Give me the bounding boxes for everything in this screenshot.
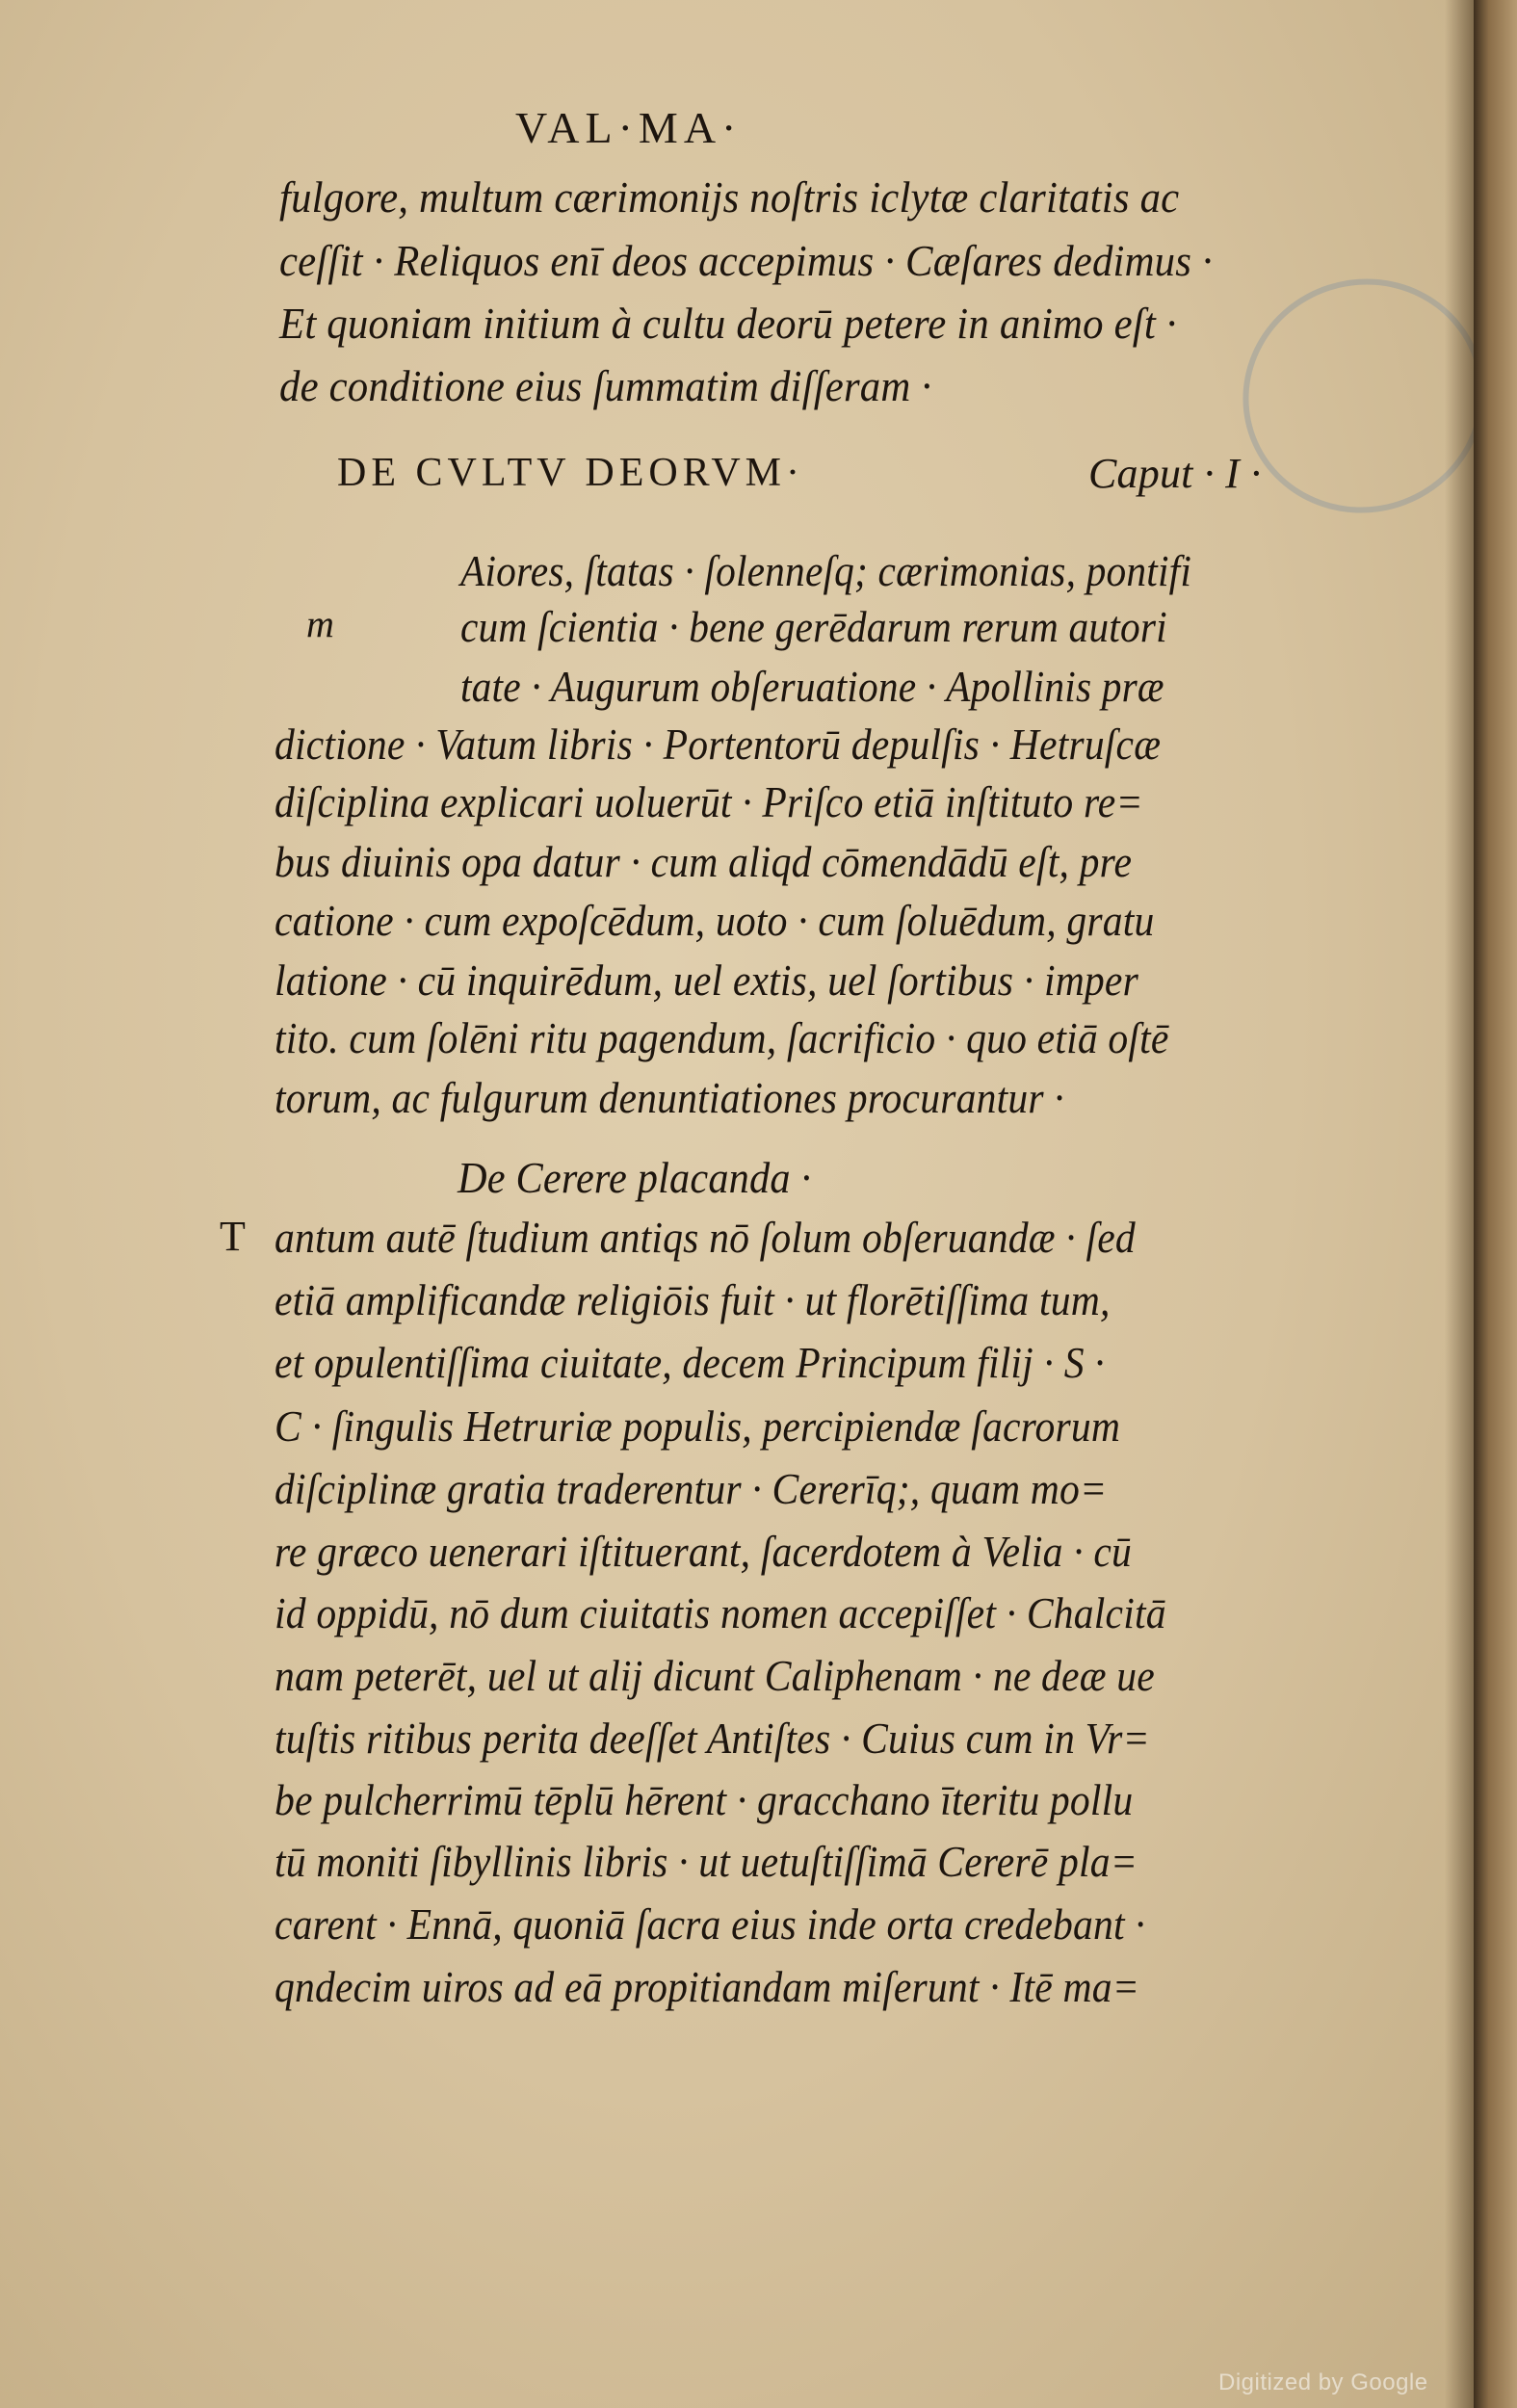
running-head: VAL·MA·	[515, 103, 743, 152]
text-line: diſciplina explicari uoluerūt · Priſco etiā inſtituto re=	[275, 777, 1143, 826]
text-line: be pulcherrimū tēplū hērent · gracchano īteritu pollu	[275, 1775, 1134, 1824]
text-line: dictione · Vatum libris · Portentorū depulſis · Hetruſcæ	[275, 720, 1162, 769]
intro-line: ceſſit · Reliquos enī deos accepimus · Cæſares dedimus ·	[279, 236, 1213, 285]
text-line: catione · cum expoſcēdum, uoto · cum ſoluēdum, gratu	[275, 896, 1155, 945]
text-line: torum, ac fulgurum denuntiationes procurantur ·	[275, 1073, 1064, 1122]
adjacent-page-edge	[1474, 0, 1517, 2408]
text-line: etiā amplificandæ religiōis fuit · ut florētiſſima tum,	[275, 1275, 1111, 1324]
chapter-title: DE CVLTV DEORVM·	[337, 451, 804, 495]
text-line: carent · Ennā, quoniā ſacra eius inde orta credebant ·	[275, 1899, 1145, 1949]
text-line: diſciplinæ gratia traderentur · Cererīq;, quam mo=	[275, 1464, 1108, 1513]
intro-line: fulgore, multum cærimonijs noſtris iclytæ claritatis ac	[279, 172, 1180, 222]
intro-line: Et quoniam initium à cultu deorū petere in animo eſt ·	[279, 299, 1177, 348]
text-line: tuſtis ritibus perita deeſſet Antiſtes · Cuius cum in Vr=	[275, 1714, 1150, 1763]
text-line: latione · cū inquirēdum, uel extis, uel ſortibus · imper	[275, 955, 1138, 1005]
text-line: tū moniti ſibyllinis libris · ut uetuſtiſſimā Cererē pla=	[275, 1837, 1138, 1886]
marginal-guide-letter: m	[306, 602, 335, 645]
text-line: id oppidū, nō dum ciuitatis nomen accepiſſet · Chalcitā	[275, 1588, 1166, 1637]
digitization-watermark: Digitized by Google	[1218, 2369, 1428, 2395]
text-line: antum autē ſtudium antiqs nō ſolum obſeruandæ · ſed	[275, 1213, 1136, 1262]
text-line: tito. cum ſolēni ritu pagendum, ſacrificio · quo etiā oſtē	[275, 1013, 1169, 1062]
chapter-number: Caput · I ·	[1088, 450, 1262, 497]
initial-letter: T	[220, 1213, 247, 1260]
text-line: bus diuinis opa datur · cum aliqd cōmendādū eſt, pre	[275, 837, 1133, 886]
text-line: C · ſingulis Hetruriæ populis, percipiendæ ſacrorum	[275, 1401, 1121, 1451]
text-line: cum ſcientia · bene gerēdarum rerum autori	[460, 602, 1167, 651]
text-line: qndecim uiros ad eā propitiandam miſerunt · Itē ma=	[275, 1962, 1139, 2011]
text-line: tate · Augurum obſeruatione · Apollinis præ	[460, 662, 1164, 711]
intro-line: de conditione eius ſummatim diſſeram ·	[279, 361, 932, 410]
page-edge-shadow	[1445, 0, 1474, 2408]
text-line: et opulentiſſima ciuitate, decem Principum filij · S ·	[275, 1338, 1105, 1387]
text-line: re græco uenerari iſtituerant, ſacerdotem à Velia · cū	[275, 1527, 1133, 1576]
text-line: nam peterēt, uel ut alij dicunt Caliphenam · ne deæ ue	[275, 1651, 1155, 1700]
text-line: Aiores, ſtatas · ſolenneſq; cærimonias, pontifi	[460, 546, 1192, 595]
section-subheading: De Cerere placanda ·	[458, 1153, 812, 1202]
